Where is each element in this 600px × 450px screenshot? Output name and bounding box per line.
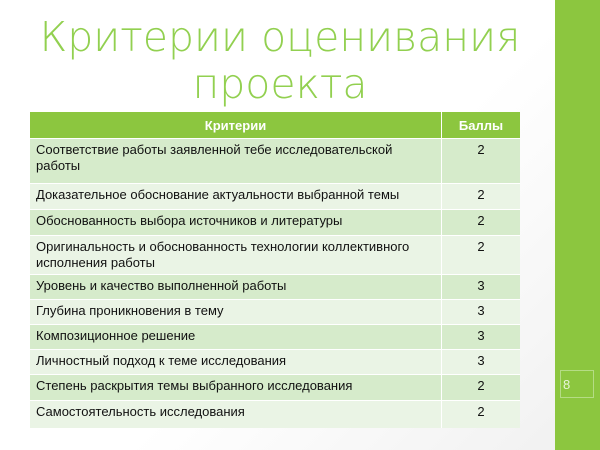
criteria-table [30, 112, 520, 428]
criterion-cell: Степень раскрытия темы выбранного исследования [30, 375, 442, 401]
score-cell: 3 [442, 275, 521, 300]
score-cell: 2 [442, 236, 521, 275]
table-row [30, 375, 520, 401]
criterion-cell: Соответствие работы заявленной тебе исследовательской работы [30, 139, 442, 184]
slide-title: Критерии оценивания проекта [39, 13, 521, 108]
criterion-cell: Самостоятельность исследования [30, 401, 442, 428]
header-score: Баллы [442, 112, 521, 139]
score-cell: 2 [442, 375, 521, 401]
score-cell: 2 [442, 139, 521, 184]
table-row [30, 275, 520, 300]
score-cell: 3 [442, 350, 521, 375]
table-row [30, 325, 520, 350]
table-row [30, 350, 520, 375]
header-criteria: Критерии [30, 112, 442, 139]
criterion-cell: Уровень и качество выполненной работы [30, 275, 442, 300]
table-row [30, 210, 520, 236]
criterion-cell: Композиционное решение [30, 325, 442, 350]
page-number: 8 [560, 370, 594, 398]
score-cell: 3 [442, 300, 521, 325]
score-cell: 2 [442, 210, 521, 236]
criterion-cell: Обоснованность выбора источников и литературы [30, 210, 442, 236]
criterion-cell: Оригинальность и обоснованность технологии коллективного исполнения работы [30, 236, 442, 275]
score-cell: 2 [442, 401, 521, 428]
criterion-cell: Доказательное обоснование актуальности выбранной темы [30, 184, 442, 210]
table-row [30, 139, 520, 184]
criterion-cell: Глубина проникновения в тему [30, 300, 442, 325]
table-row [30, 184, 520, 210]
table-row [30, 401, 520, 428]
score-cell: 2 [442, 184, 521, 210]
score-cell: 3 [442, 325, 521, 350]
table-row [30, 300, 520, 325]
criterion-cell: Личностный подход к теме исследования [30, 350, 442, 375]
table-row [30, 236, 520, 275]
